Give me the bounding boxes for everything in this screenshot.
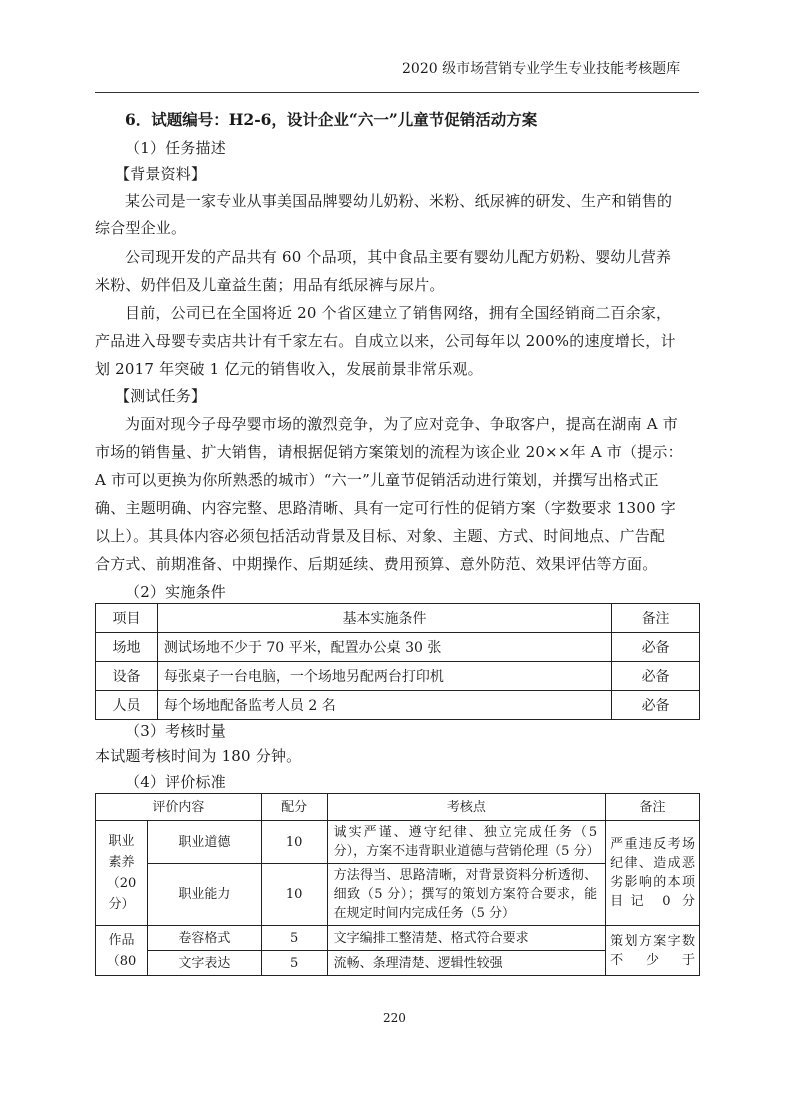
column-header: 配分 [261, 794, 327, 821]
category-work [96, 926, 148, 976]
table-cell: 每张桌子一台电脑，一个场地另配两台打印机 [157, 662, 611, 691]
column-header: 评价内容 [96, 794, 262, 821]
table-row [96, 633, 700, 662]
table-cell: 必备 [612, 691, 700, 720]
table-row [96, 662, 700, 691]
eval-item: 职业能力 [147, 864, 261, 926]
column-header: 项目 [96, 604, 158, 633]
category-line: 分） [108, 897, 135, 912]
table-cell: 必备 [612, 633, 700, 662]
background-line: 划 2017 年突破 1 亿元的销售收入，发展前景非常乐观。 [95, 360, 483, 378]
page-header: 2020 级市场营销专业学生专业技能考核题库 [402, 61, 681, 77]
eval-item: 文字表达 [147, 951, 261, 976]
section-conditions: （2）实施条件 [125, 583, 226, 601]
table-row [96, 821, 700, 864]
eval-score: 5 [261, 926, 327, 951]
background-line: 目前，公司已在全国将近 20 个省区建立了销售网络，拥有全国经销商二百余家， [125, 304, 672, 322]
category-line: 职业 [108, 834, 135, 849]
eval-point: 诚实严谨、遵守纪律、独立完成任务（5 分），方案不违背职业道德与营销伦理（5 分） [327, 821, 605, 864]
eval-point: 流畅、条理清楚、逻辑性较强 [327, 951, 605, 976]
table-row [96, 926, 700, 951]
task-line: 确、主题明确、内容完整、思路清晰、具有一定可行性的促销方案（字数要求 1300 字 [95, 499, 676, 517]
eval-item: 卷容格式 [147, 926, 261, 951]
table-header-row [96, 604, 700, 633]
eval-point: 方法得当、思路清晰，对背景资料分析透彻、细致（5 分）；撰写的策划方案符合要求，能在规定时间内完成任务（5 分） [327, 864, 605, 926]
background-line: 公司现开发的产品共有 60 个品项，其中食品主要有婴幼儿配方奶粉、婴幼儿营养 [125, 248, 672, 266]
background-line: 产品进入母婴专卖店共计有千家左右。自成立以来，公司每年以 200%的速度增长，计 [95, 332, 676, 350]
table-cell: 每个场地配备监考人员 2 名 [157, 691, 611, 720]
column-header: 考核点 [327, 794, 605, 821]
time-text: 本试题考核时间为 180 分钟。 [95, 747, 302, 765]
section-time: （3）考核时量 [125, 722, 226, 740]
section-evaluation: （4）评价标准 [125, 773, 226, 791]
eval-score: 10 [261, 864, 327, 926]
column-header: 备注 [612, 604, 700, 633]
conditions-table [95, 603, 700, 720]
question-title: 6．试题编号：H2-6，设计企业“六一”儿童节促销活动方案 [125, 110, 538, 129]
category-line: 作品 [108, 933, 135, 948]
task-line: 市场的销售量、扩大销售，请根据促销方案策划的流程为该企业 20××年 A 市（提示： [95, 443, 683, 461]
evaluation-table [95, 793, 700, 976]
category-line: 素养 [108, 855, 135, 870]
section-task-description: （1）任务描述 [125, 139, 226, 157]
category-line: （20 [106, 876, 137, 891]
task-line: 以上）。其具体内容必须包括活动背景及目标、对象、主题、方式、时间地点、广告配 [95, 527, 666, 545]
eval-score: 10 [261, 821, 327, 864]
column-header: 基本实施条件 [157, 604, 611, 633]
table-cell: 测试场地不少于 70 平米，配置办公桌 30 张 [157, 633, 611, 662]
task-line: A 市可以更换为你所熟悉的城市）“六一”儿童节促销活动进行策划，并撰写出格式正 [95, 471, 659, 489]
category-line: （80 [106, 954, 137, 969]
background-line: 综合型企业。 [95, 219, 187, 237]
eval-item: 职业道德 [147, 821, 261, 864]
page-number: 220 [383, 1011, 406, 1025]
eval-note: 策划方案字数不少于 [606, 926, 700, 976]
background-heading: 【背景资料】 [115, 165, 207, 183]
eval-note: 严重违反考场纪律、造成恶劣影响的本项目记 0 分 [606, 821, 700, 926]
category-professional-quality [96, 821, 148, 926]
table-cell: 必备 [612, 662, 700, 691]
task-line: 合方式、前期准备、中期操作、后期延续、费用预算、意外防范、效果评估等方面。 [95, 555, 658, 573]
table-cell: 设备 [96, 662, 158, 691]
column-header: 备注 [606, 794, 700, 821]
task-heading: 【测试任务】 [115, 387, 207, 405]
eval-score: 5 [261, 951, 327, 976]
background-line: 某公司是一家专业从事美国品牌婴幼儿奶粉、米粉、纸尿裤的研发、生产和销售的 [125, 192, 673, 210]
table-row [96, 691, 700, 720]
background-line: 米粉、奶伴侣及儿童益生菌；用品有纸尿裤与尿片。 [95, 276, 445, 294]
table-header-row [96, 794, 700, 821]
table-cell: 人员 [96, 691, 158, 720]
header-rule [95, 92, 699, 93]
table-cell: 场地 [96, 633, 158, 662]
task-line: 为面对现今子母孕婴市场的激烈竞争，为了应对竞争、争取客户，提高在湖南 A 市 [125, 415, 678, 433]
eval-point: 文字编排工整清楚、格式符合要求 [327, 926, 605, 951]
